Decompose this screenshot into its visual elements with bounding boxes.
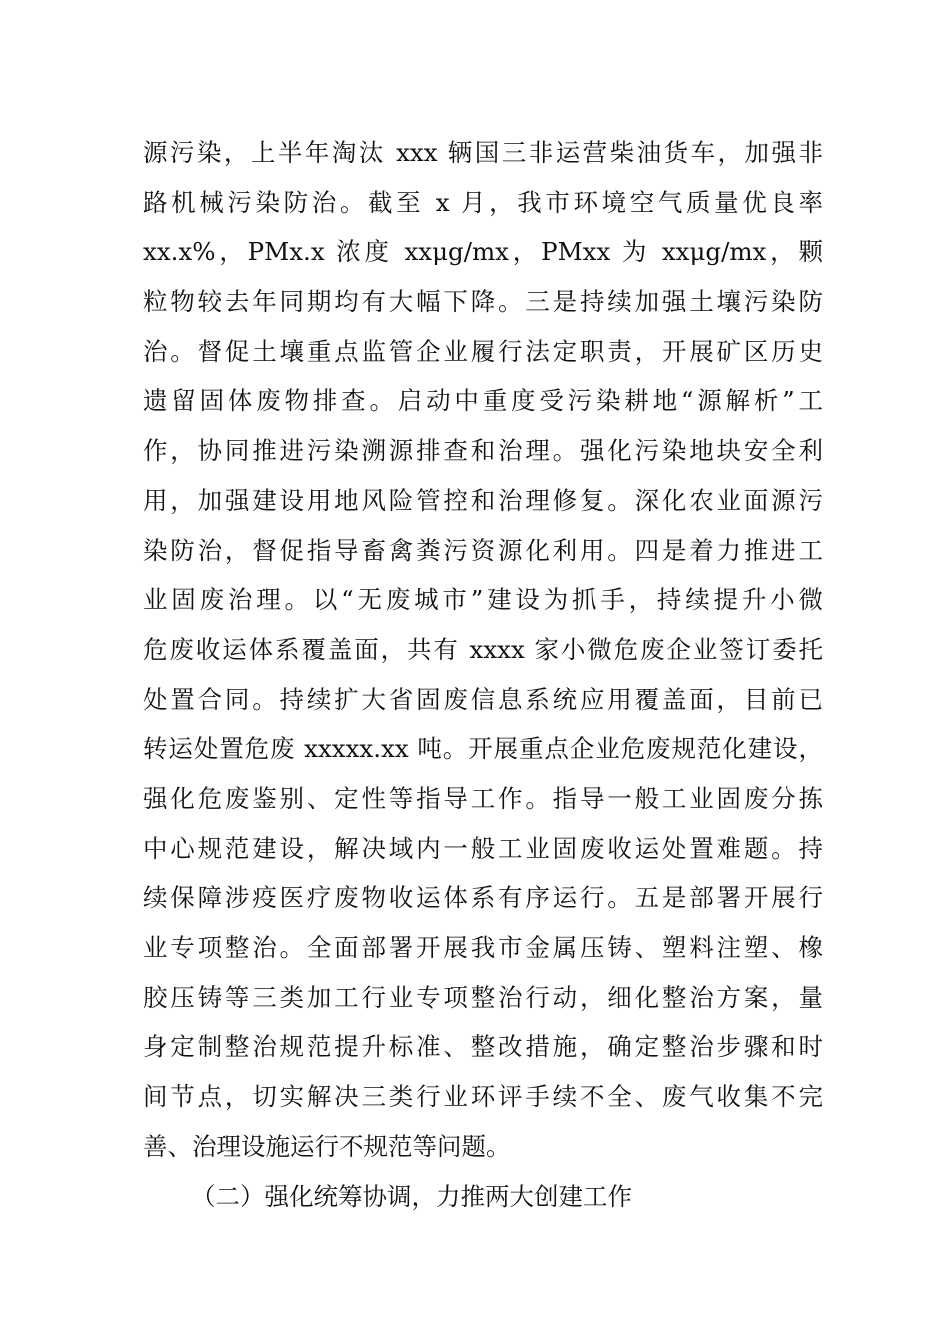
paragraph-line: 间节点，切实解决三类行业环评手续不全、废气收集不完 bbox=[143, 1082, 823, 1112]
paragraph-line: 胶压铸等三类加工行业专项整治行动，细化整治方案，量 bbox=[143, 982, 823, 1012]
paragraph-line: 业专项整治。全面部署开展我市金属压铸、塑料注塑、橡 bbox=[143, 933, 823, 962]
paragraph-line: 身定制整治规范提升标准、整改措施，确定整治步骤和时 bbox=[143, 1032, 823, 1062]
paragraph-line: 粒物较去年同期均有大幅下降。三是持续加强土壤污染防 bbox=[143, 287, 823, 317]
paragraph-line: 治。督促土壤重点监管企业履行法定职责，开展矿区历史 bbox=[143, 336, 823, 366]
paragraph-line: 染防治，督促指导畜禽粪污资源化利用。四是着力推进工 bbox=[143, 535, 823, 565]
section-heading: （二）强化统筹协调，力推两大创建工作 bbox=[191, 1182, 632, 1211]
paragraph-line: xx.x%，PMx.x 浓度 xxμg/mx，PMxx 为 xxμg/mx，颗 bbox=[143, 237, 823, 267]
paragraph-line: 中心规范建设，解决域内一般工业固废收运处置难题。持 bbox=[143, 833, 823, 863]
paragraph-line: 遗留固体废物排查。启动中重度受污染耕地“源解析”工 bbox=[143, 386, 823, 416]
paragraph-line: 源污染，上半年淘汰 xxx 辆国三非运营柴油货车，加强非 bbox=[143, 138, 823, 167]
paragraph-line: 用，加强建设用地风险管控和治理修复。深化农业面源污 bbox=[143, 485, 823, 515]
paragraph-line: 续保障涉疫医疗废物收运体系有序运行。五是部署开展行 bbox=[143, 883, 823, 913]
paragraph-line: 强化危废鉴别、定性等指导工作。指导一般工业固废分拣 bbox=[143, 783, 823, 813]
paragraph-line: 路机械污染防治。截至 x 月，我市环境空气质量优良率 bbox=[143, 187, 823, 217]
paragraph-line: 转运处置危废 xxxxx.xx 吨。开展重点企业危废规范化建设， bbox=[143, 734, 823, 764]
paragraph-line: 作，协同推进污染溯源排查和治理。强化污染地块安全利 bbox=[143, 436, 823, 466]
paragraph-line: 业固废治理。以“无废城市”建设为抓手，持续提升小微 bbox=[143, 585, 823, 615]
paragraph-line: 处置合同。持续扩大省固废信息系统应用覆盖面，目前已 bbox=[143, 684, 823, 714]
paragraph-last-line: 善、治理设施运行不规范等问题。 bbox=[143, 1131, 511, 1161]
body-paragraph bbox=[143, 128, 823, 1171]
paragraph-line: 危废收运体系覆盖面，共有 xxxx 家小微危废企业签订委托 bbox=[143, 634, 823, 664]
